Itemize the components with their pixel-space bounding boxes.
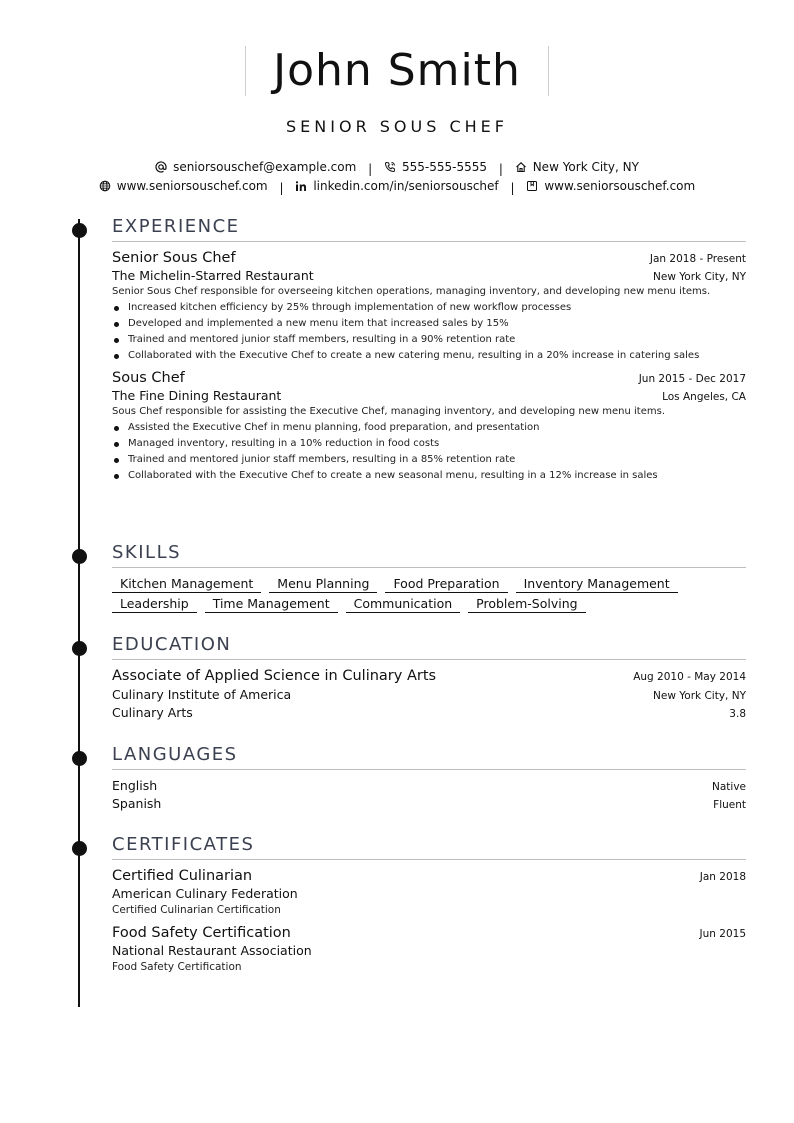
list-item: Managed inventory, resulting in a 10% reduction in food costs — [112, 438, 746, 450]
contact-phone[interactable] — [384, 160, 487, 174]
list-item: Increased kitchen efficiency by 25% through implementation of new workflow processes — [112, 302, 746, 314]
job-description: Sous Chef responsible for assisting the Executive Chef, managing inventory, and developing new menu items. — [112, 406, 666, 417]
list-item: Developed and implemented a new menu item that increased sales by 15% — [112, 318, 746, 330]
timeline-dot-skills — [72, 549, 87, 564]
skill-tag: Kitchen Management — [112, 576, 261, 593]
list-item: Trained and mentored junior staff members, resulting in a 85% retention rate — [112, 454, 746, 466]
school-location: New York City, NY — [653, 690, 746, 702]
certificates-section — [112, 834, 746, 973]
job-company: The Michelin-Starred Restaurant — [112, 268, 314, 283]
job-location: New York City, NY — [653, 271, 746, 283]
job-bullets — [112, 302, 746, 362]
job-company: The Fine Dining Restaurant — [112, 388, 282, 403]
experience-section — [112, 216, 746, 486]
certificate-entry — [112, 925, 746, 973]
globe-icon — [99, 180, 111, 192]
certificate-entry — [112, 868, 746, 916]
skills-list — [112, 576, 746, 613]
portfolio-text: www.seniorsouschef.com — [544, 179, 696, 193]
separator: | — [510, 181, 515, 195]
school: Culinary Institute of America — [112, 687, 292, 702]
certificate-name: Certified Culinarian — [112, 868, 253, 884]
timeline-dot-languages — [72, 751, 87, 766]
home-icon — [515, 161, 527, 173]
linkedin-icon — [295, 180, 307, 192]
phone-text: 555-555-5555 — [401, 160, 487, 174]
list-item: Collaborated with the Executive Chef to create a new catering menu, resulting in a 20% increase in catering sales — [112, 350, 746, 362]
timeline-dot-experience — [72, 223, 87, 238]
skill-tag: Time Management — [205, 596, 338, 613]
language-name: Spanish — [112, 796, 162, 811]
job-location: Los Angeles, CA — [662, 391, 746, 403]
at-icon — [155, 161, 167, 173]
languages-section — [112, 744, 746, 811]
separator: | — [279, 181, 284, 195]
certificate-issuer: National Restaurant Association — [112, 943, 312, 958]
contact-linkedin[interactable] — [295, 179, 498, 193]
timeline-dot-certificates — [72, 841, 87, 856]
job-title: SENIOR SOUS CHEF — [286, 117, 508, 136]
location-text: New York City, NY — [532, 160, 639, 174]
certificate-detail: Certified Culinarian Certification — [112, 904, 281, 916]
degree: Associate of Applied Science in Culinary Arts — [112, 668, 437, 684]
job-bullets — [112, 422, 746, 482]
skills-section — [112, 542, 746, 616]
linkedin-text: linkedin.com/in/seniorsouschef — [313, 179, 499, 193]
job-entry — [112, 370, 746, 482]
job-role: Sous Chef — [112, 370, 185, 386]
education-section — [112, 634, 746, 720]
bookmark-icon — [526, 180, 538, 192]
separator: | — [368, 162, 373, 176]
contact-row-2 — [0, 179, 794, 195]
job-dates: Jan 2018 - Present — [649, 253, 746, 265]
section-title: LANGUAGES — [112, 744, 746, 770]
certificate-date: Jan 2018 — [699, 871, 746, 883]
certificate-detail: Food Safety Certification — [112, 961, 242, 973]
list-item: Trained and mentored junior staff members, resulting in a 90% retention rate — [112, 334, 746, 346]
education-entry — [112, 668, 746, 720]
contact-location — [515, 160, 639, 174]
skill-tag: Problem-Solving — [468, 596, 585, 613]
list-item: Collaborated with the Executive Chef to create a new seasonal menu, resulting in a 12% increase in sales — [112, 470, 746, 482]
education-dates: Aug 2010 - May 2014 — [633, 671, 746, 683]
job-dates: Jun 2015 - Dec 2017 — [638, 373, 746, 385]
certificate-issuer: American Culinary Federation — [112, 886, 298, 901]
section-title: SKILLS — [112, 542, 746, 568]
contact-email[interactable] — [155, 160, 356, 174]
job-description: Senior Sous Chef responsible for overseeing kitchen operations, managing inventory, and developing new menu items. — [112, 286, 711, 297]
contact-website[interactable] — [99, 179, 268, 193]
job-role: Senior Sous Chef — [112, 250, 236, 266]
section-title: EDUCATION — [112, 634, 746, 660]
contact-portfolio[interactable] — [526, 179, 695, 193]
skill-tag: Food Preparation — [385, 576, 507, 593]
language-level: Native — [712, 781, 746, 793]
section-title: EXPERIENCE — [112, 216, 746, 242]
gpa: 3.8 — [729, 708, 746, 720]
contact-row-1 — [0, 160, 794, 176]
language-name: English — [112, 778, 158, 793]
timeline-line — [78, 219, 80, 1007]
language-level: Fluent — [713, 799, 746, 811]
list-item: Assisted the Executive Chef in menu planning, food preparation, and presentation — [112, 422, 746, 434]
skill-tag: Leadership — [112, 596, 197, 613]
certificate-name: Food Safety Certification — [112, 925, 291, 941]
timeline-dot-education — [72, 641, 87, 656]
field-of-study: Culinary Arts — [112, 705, 193, 720]
skill-tag: Menu Planning — [269, 576, 377, 593]
job-entry — [112, 250, 746, 362]
phone-icon — [384, 161, 396, 173]
website-text: www.seniorsouschef.com — [116, 179, 268, 193]
skill-tag: Inventory Management — [516, 576, 678, 593]
candidate-name: John Smith — [273, 45, 521, 96]
section-title: CERTIFICATES — [112, 834, 746, 860]
languages-list — [112, 778, 746, 811]
skill-tag: Communication — [346, 596, 461, 613]
name-frame — [245, 46, 549, 96]
email-text: seniorsouschef@example.com — [173, 160, 357, 174]
separator: | — [498, 162, 503, 176]
certificate-date: Jun 2015 — [699, 928, 746, 940]
